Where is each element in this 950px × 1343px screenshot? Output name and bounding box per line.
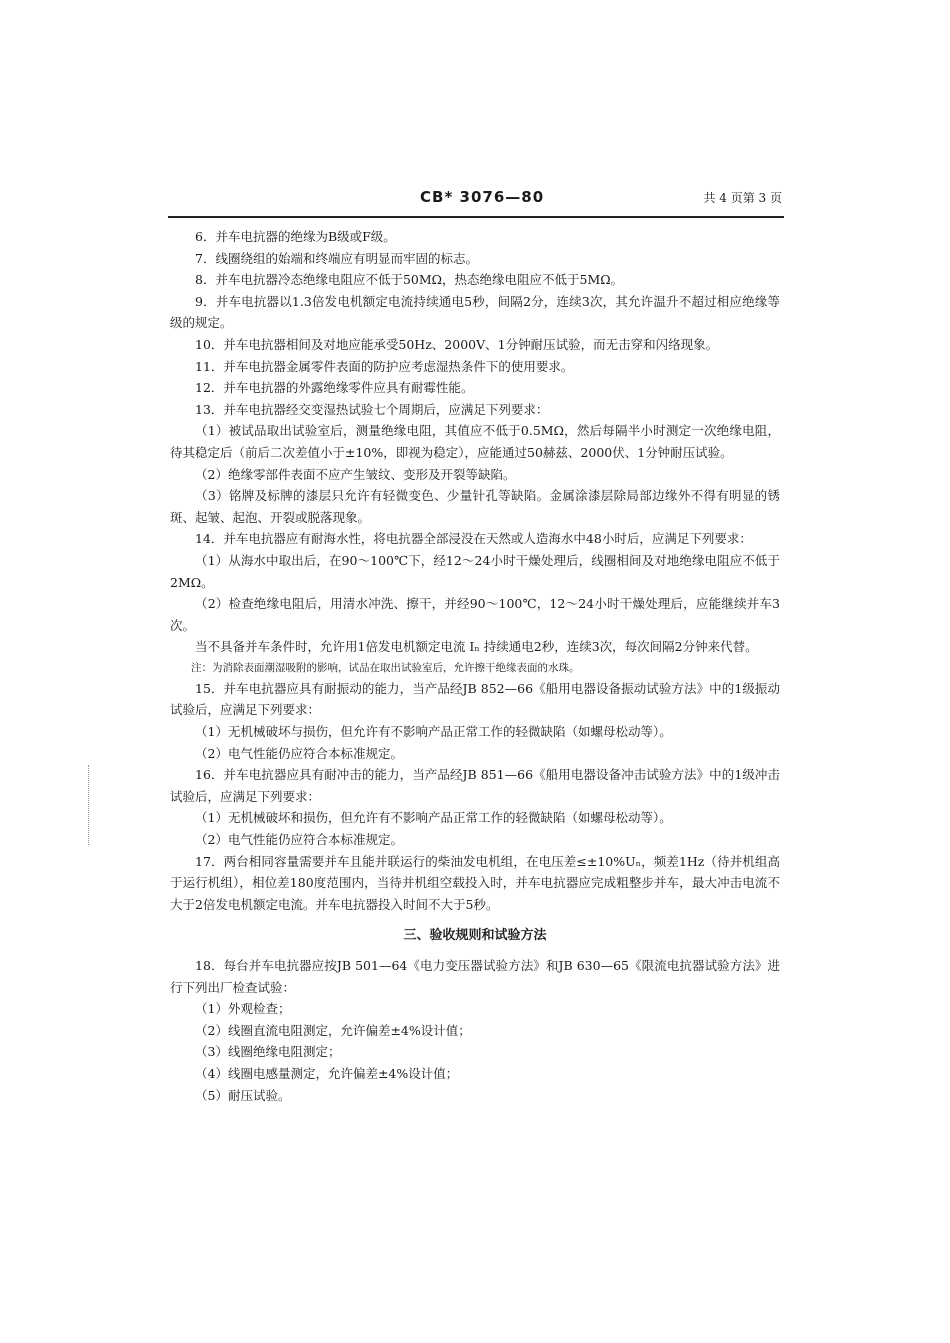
clause-14-alt: 当不具备并车条件时，允许用1倍发电机额定电流 Iₙ 持续通电2秒，连续3次，每次间隔2分钟来代替。 (195, 639, 758, 655)
clause-18-5: （5）耐压试验。 (195, 1087, 291, 1103)
page-header (170, 188, 782, 212)
clause-13-1: （1）被试品取出试验室后，测量绝缘电阻，其值应不低于0.5MΩ，然后每隔半小时测定一次绝缘电阻，待其稳定后（前后二次差值小于±10%，即视为稳定），应能通过50赫兹、2000伏、1分钟耐压试验。 (170, 423, 780, 460)
standard-code: CB* 3076—80 (420, 188, 545, 206)
clause-16: 16．并车电抗器应具有耐冲击的能力，当产品经JB 851—66《船用电器设备冲击试验方法》中的1级冲击试验后，应满足下列要求： (170, 767, 780, 804)
clause-14-2: （2）检查绝缘电阻后，用清水冲洗、擦干，并经90～100℃，12～24小时干燥处理后，应能继续并车3次。 (170, 596, 780, 633)
margin-marks (88, 765, 91, 845)
clause-13-2: （2）绝缘零部件表面不应产生皱纹、变形及开裂等缺陷。 (195, 466, 516, 482)
clause-6: 6．并车电抗器的绝缘为B级或F级。 (195, 229, 396, 244)
clause-11: 11．并车电抗器金属零件表面的防护应考虑湿热条件下的使用要求。 (195, 358, 574, 374)
clause-14: 14．并车电抗器应有耐海水性，将电抗器全部浸没在天然或人造海水中48小时后，应满足下列要求： (195, 531, 752, 547)
page-info: 共 4 页第 3 页 (703, 191, 782, 205)
clause-15-2: （2）电气性能仍应符合本标准规定。 (195, 745, 403, 761)
clause-7: 7．线圈绕组的始端和终端应有明显而牢固的标志。 (195, 250, 478, 266)
clause-9: 9．并车电抗器以1.3倍发电机额定电流持续通电5秒，间隔2分，连续3次，其允许温升不超过相应绝缘等级的规定。 (170, 293, 780, 331)
clause-13: 13．并车电抗器经交变湿热试验七个周期后，应满足下列要求： (195, 401, 549, 417)
clause-18-4: （4）线圈电感量测定，允许偏差±4%设计值； (195, 1065, 459, 1081)
clause-18-1: （1）外观检查； (195, 1001, 291, 1017)
clause-15-1: （1）无机械破坏与损伤，但允许有不影响产品正常工作的轻微缺陷（如螺母松动等）。 (195, 724, 672, 740)
clause-8: 8．并车电抗器冷态绝缘电阻应不低于50MΩ，热态绝缘电阻应不低于5MΩ。 (195, 272, 624, 288)
header-rule (168, 216, 784, 218)
section-title: 三、验收规则和试验方法 (403, 928, 547, 944)
clause-16-1: （1）无机械破坏和损伤，但允许有不影响产品正常工作的轻微缺陷（如螺母松动等）。 (195, 810, 672, 826)
clause-18-2: （2）线圈直流电阻测定，允许偏差±4%设计值； (195, 1022, 471, 1038)
document-body (170, 226, 780, 1106)
clause-12: 12．并车电抗器的外露绝缘零件应具有耐霉性能。 (195, 380, 474, 396)
note: 注：为消除表面潮湿吸附的影响，试品在取出试验室后，允许擦干绝缘表面的水珠。 (191, 661, 580, 674)
clause-18: 18．每台并车电抗器应按JB 501—64《电力变压器试验方法》和JB 630—65《限流电抗器试验方法》进行下列出厂检查试验： (170, 958, 780, 995)
clause-10: 10．并车电抗器相间及对地应能承受50Hz、2000V、1分钟耐压试验，而无击穿和闪络现象。 (195, 336, 719, 352)
clause-13-3: （3）铭牌及标牌的漆层只允许有轻微变色、少量针孔等缺陷。金属涂漆层除局部边缘外不得有明显的锈斑、起皱、起泡、开裂或脱落现象。 (170, 488, 780, 525)
clause-18-3: （3）线圈绝缘电阻测定； (195, 1044, 341, 1060)
clause-17: 17．两台相同容量需要并车且能并联运行的柴油发电机组，在电压差≤±10%Uₙ，频差1Hz（待并机组高于运行机组），相位差180度范围内，当待并机组空载投入时，并车电抗器应完成粗整步并车，最大冲击电流不大于2倍发电机额定电流。并车电抗器投入时间不大于5秒。 (170, 853, 780, 912)
clause-14-1: （1）从海水中取出后，在90～100℃下，经12～24小时干燥处理后，线圈相间及对地绝缘电阻应不低于2MΩ。 (170, 552, 780, 590)
clause-16-2: （2）电气性能仍应符合本标准规定。 (195, 832, 403, 848)
clause-15: 15．并车电抗器应具有耐振动的能力，当产品经JB 852—66《船用电器设备振动试验方法》中的1级振动试验后，应满足下列要求： (170, 680, 780, 718)
